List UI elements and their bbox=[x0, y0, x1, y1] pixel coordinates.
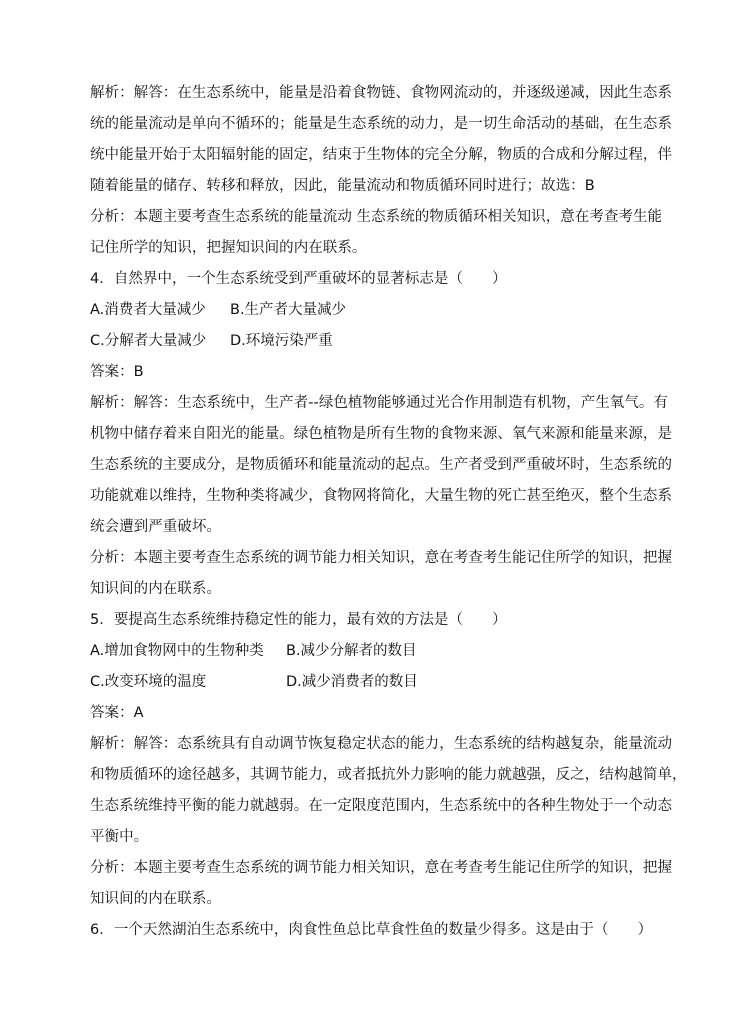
q5-commentary bbox=[90, 853, 672, 915]
option-c: C.改变环境的温度 bbox=[90, 674, 207, 690]
option-d: D.减少消费者的数目 bbox=[286, 674, 418, 690]
q4-options-row-2 bbox=[90, 326, 658, 357]
question-stem: 6．一个天然湖泊生态系统中，肉食性鱼总比草食性鱼的数量少得多。这是由于（ ） bbox=[90, 922, 653, 938]
question-stem: 4．自然界中，一个生态系统受到严重破坏的显著标志是（ ） bbox=[90, 271, 507, 287]
text-line: 功能就难以维持，生物种类将减少，食物网将简化，大量生物的死亡甚至绝灭，整个生态系 bbox=[90, 488, 672, 504]
text-line: 知识间的内在联系。 bbox=[90, 581, 221, 597]
document-page bbox=[90, 78, 687, 946]
option-a: A.消费者大量减少 bbox=[90, 302, 206, 318]
q3-analysis bbox=[90, 78, 672, 202]
text-line: 生态系统维持平衡的能力就越弱。在一定限度范围内，生态系统中的各种生物处于一个动态 bbox=[90, 798, 672, 814]
text-line: 生态系统的主要成分，是物质循环和能量流动的起点。生产者受到严重破坏时，生态系统的 bbox=[90, 457, 672, 473]
q5-options-row-2 bbox=[90, 667, 658, 698]
text-line: 随着能量的储存、转移和释放，因此，能量流动和物质循环同时进行；故选：B bbox=[90, 178, 595, 194]
q5-answer bbox=[90, 698, 658, 729]
q4-analysis bbox=[90, 388, 672, 543]
text-line: 统中能量开始于太阳辐射能的固定，结束于生物体的完全分解，物质的合成和分解过程，伴 bbox=[90, 147, 672, 163]
question-stem: 5．要提高生态系统维持稳定性的能力，最有效的方法是（ ） bbox=[90, 612, 507, 628]
option-b: B.生产者大量减少 bbox=[230, 302, 347, 318]
q4-options-row-1 bbox=[90, 295, 658, 326]
text-line: 机物中储存着来自阳光的能量。绿色植物是所有生物的食物来源、氧气来源和能量来源，是 bbox=[90, 426, 672, 442]
text-line: 解析：解答：态系统具有自动调节恢复稳定状态的能力，生态系统的结构越复杂，能量流动 bbox=[90, 736, 672, 752]
text-line: 分析：本题主要考查生态系统的调节能力相关知识，意在考查考生能记住所学的知识，把握 bbox=[90, 550, 672, 566]
q5-stem bbox=[90, 605, 658, 636]
q5-options-row-1 bbox=[90, 636, 658, 667]
q6-stem bbox=[90, 915, 658, 946]
q5-analysis bbox=[90, 729, 687, 853]
text-line: 解析：解答：生态系统中，生产者--绿色植物能够通过光合作用制造有机物，产生氧气。有 bbox=[90, 395, 669, 411]
text-line: 分析：本题主要考查生态系统的能量流动 生态系统的物质循环相关知识，意在考查考生能 bbox=[90, 209, 663, 225]
q4-stem bbox=[90, 264, 658, 295]
option-a: A.增加食物网中的生物种类 bbox=[90, 643, 264, 659]
text-line: 分析：本题主要考查生态系统的调节能力相关知识，意在考查考生能记住所学的知识，把握 bbox=[90, 860, 672, 876]
text-line: 知识间的内在联系。 bbox=[90, 891, 221, 907]
option-c: C.分解者大量减少 bbox=[90, 333, 207, 349]
q4-answer bbox=[90, 357, 658, 388]
answer-text: 答案：B bbox=[90, 364, 144, 380]
text-line: 统的能量流动是单向不循环的；能量是生态系统的动力，是一切生命活动的基础，在生态系 bbox=[90, 116, 672, 132]
option-b: B.减少分解者的数目 bbox=[286, 643, 417, 659]
text-line: 和物质循环的途径越多，其调节能力，或者抵抗外力影响的能力就越强，反之，结构越简单， bbox=[90, 767, 687, 783]
q3-commentary bbox=[90, 202, 663, 264]
text-line: 记住所学的知识，把握知识间的内在联系。 bbox=[90, 240, 367, 256]
answer-text: 答案：A bbox=[90, 705, 144, 721]
text-line: 解析：解答：在生态系统中，能量是沿着食物链、食物网流动的，并逐级递减，因此生态系 bbox=[90, 85, 672, 101]
text-line: 统会遭到严重破坏。 bbox=[90, 519, 221, 535]
option-d: D.环境污染严重 bbox=[230, 333, 333, 349]
q4-commentary bbox=[90, 543, 672, 605]
text-line: 平衡中。 bbox=[90, 829, 149, 845]
